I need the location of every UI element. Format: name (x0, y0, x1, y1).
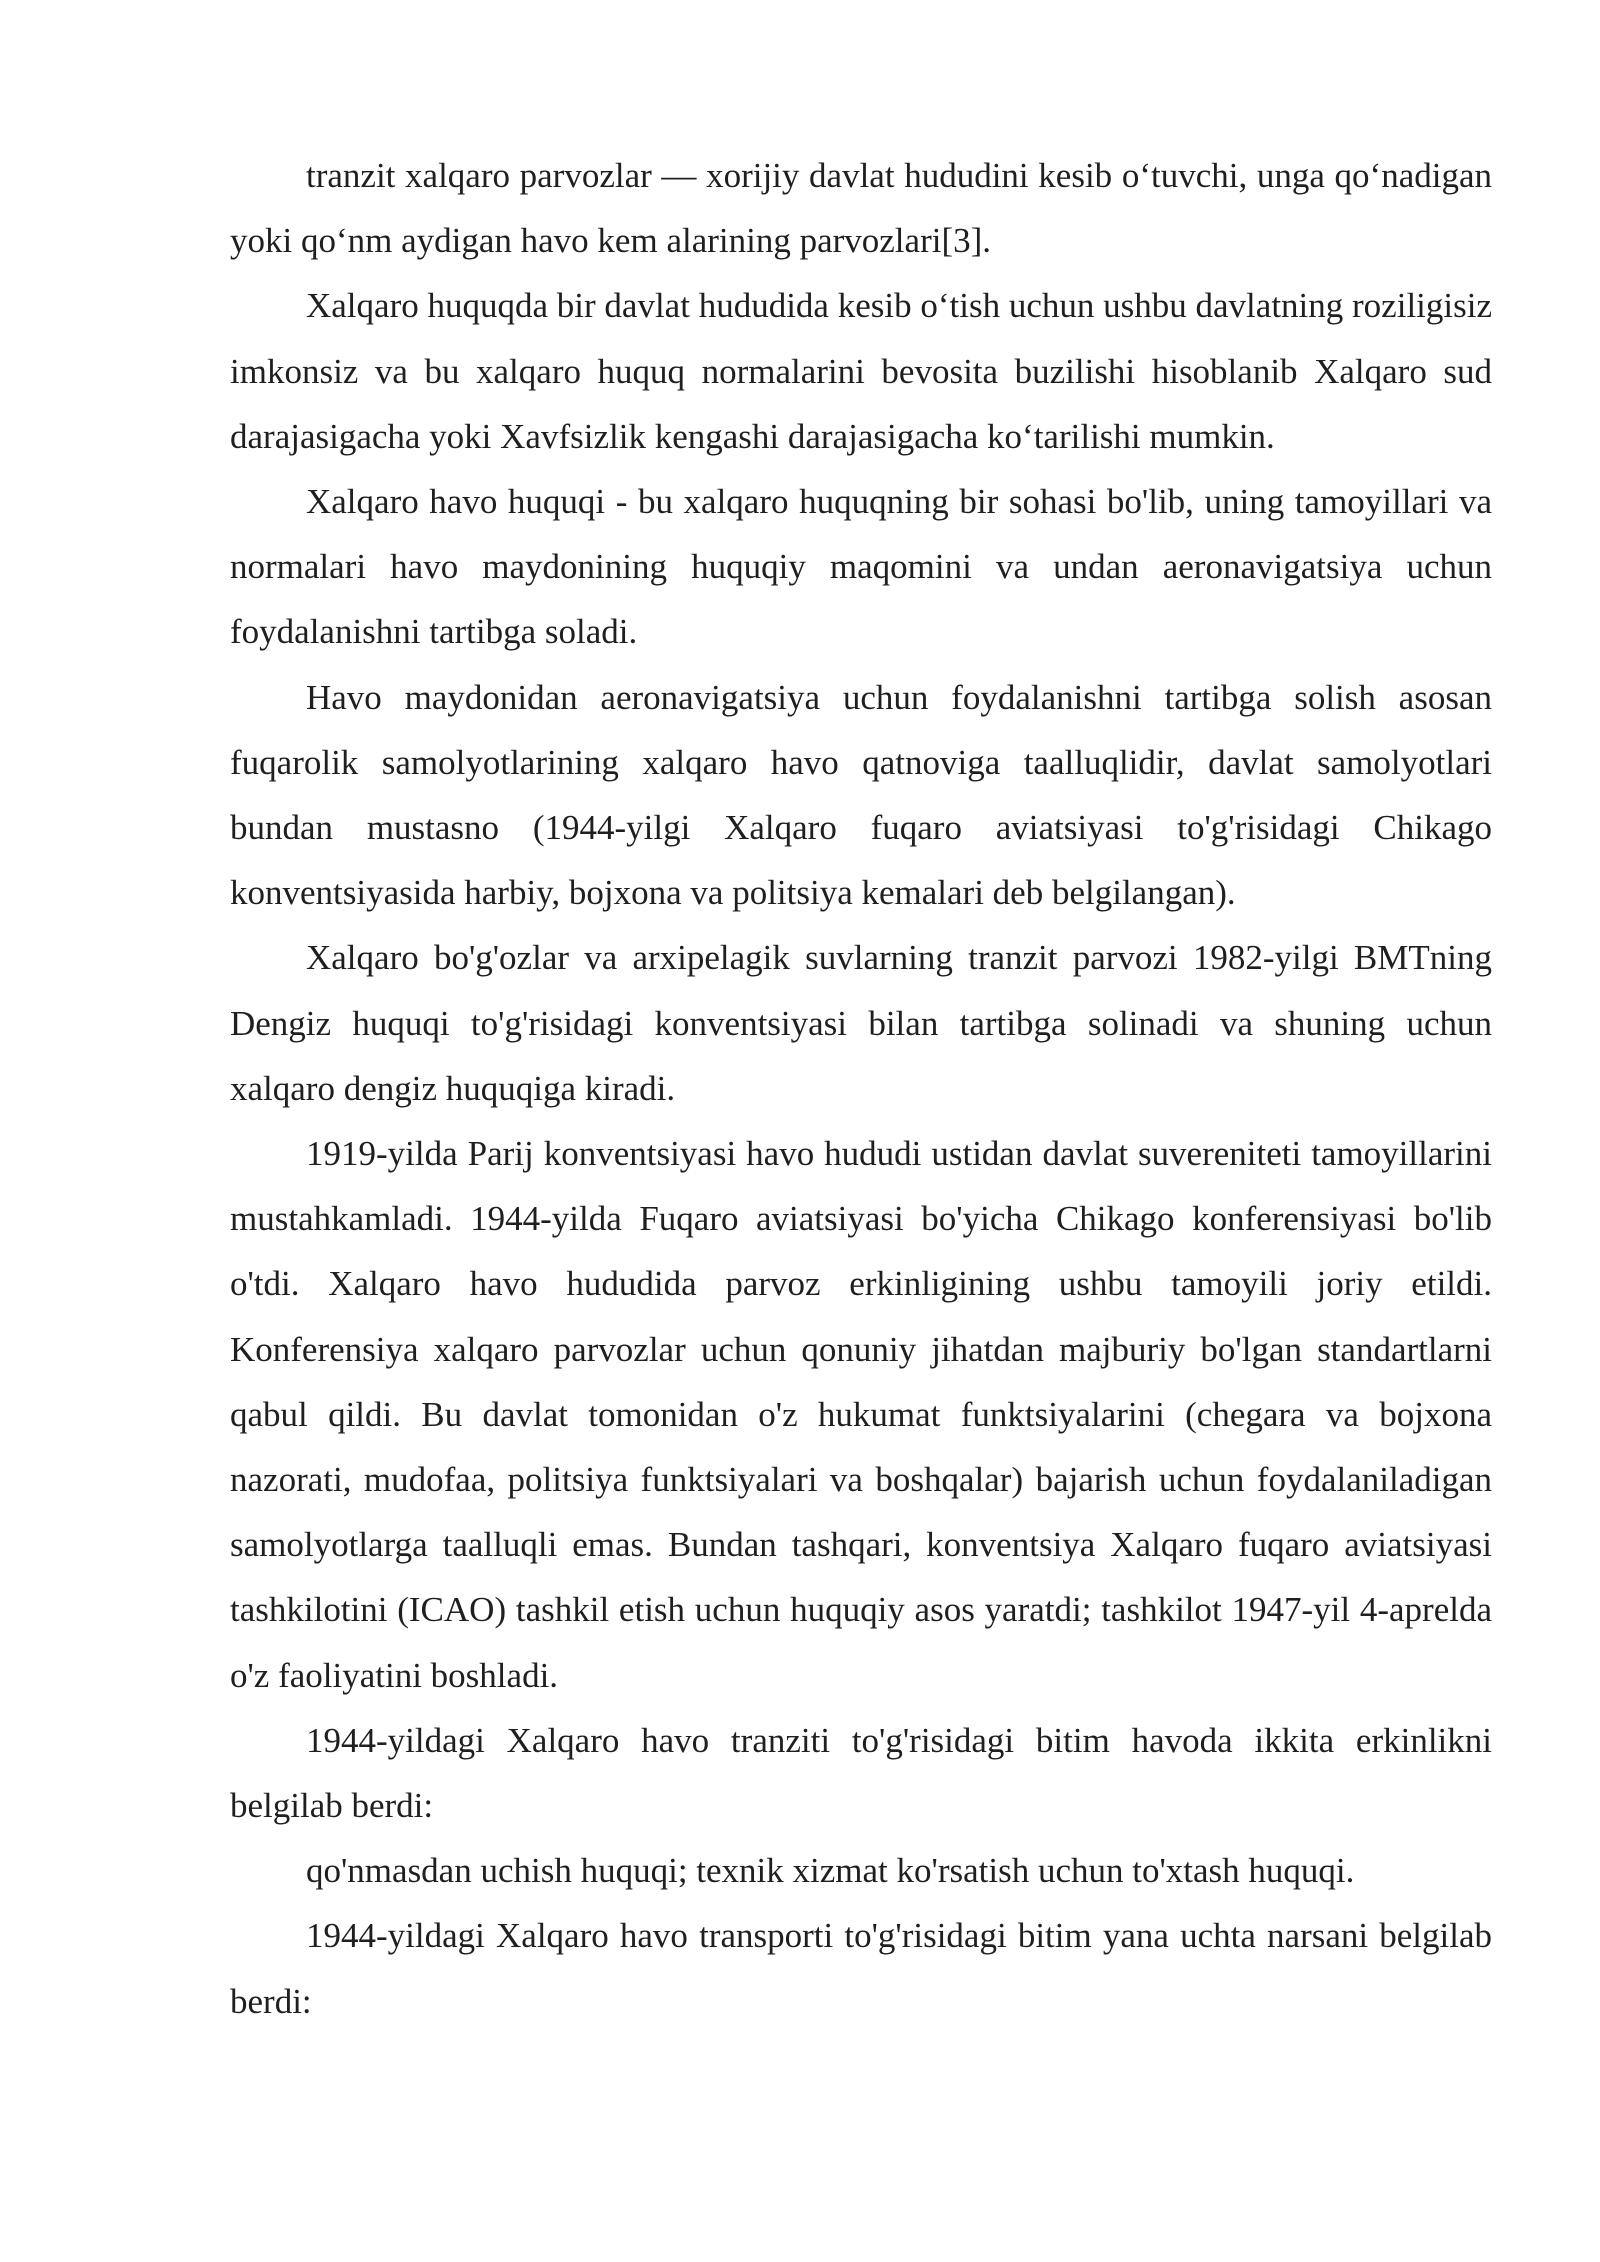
paragraph-two-freedoms: qo'nmasdan uchish huquqi; texnik xizmat ko'rsatish uchun to'xtash huquqi. (306, 1851, 1355, 1891)
paragraph-transit-agreement: 1944-yildagi Xalqaro havo tranziti to'g'risidagi bitim havoda ikkita erkinlikni belgilab berdi: (230, 1720, 1492, 1826)
document-body (230, 143, 1492, 2034)
paragraph-transit-flights: tranzit xalqaro parvozlar — xorijiy davlat hududini kesib o‘tuvchi, unga qo‘nadigan yoki qo‘nm aydigan havo kem alarining parvozlari[3]. (230, 156, 1492, 261)
paragraph-state-consent: Xalqaro huquqda bir davlat hududida kesib o‘tish uchun ushbu davlatning roziligisiz imkonsiz va bu xalqaro huquq normalarini bevosita buzilishi hisoblanib Xalqaro sud darajasigacha yoki Xavfsizlik kengashi darajasigacha ko‘tarilishi mumkin. (230, 286, 1492, 456)
paragraph-transport-agreement: 1944-yildagi Xalqaro havo transporti to'g'risidagi bitim yana uchta narsani belgilab berdi: (230, 1916, 1492, 2021)
paragraph-history-conventions: 1919-yilda Parij konventsiyasi havo hududi ustidan davlat suvereniteti tamoyillarini mustahkamladi. 1944-yilda Fuqaro aviatsiyasi bo'yicha Chikago konferensiyasi bo'lib o'tdi. Xalqaro havo hududida parvoz erkinligining ushbu tamoyili joriy etildi. Konferensiya xalqaro parvozlar uchun qonuniy jihatdan majburiy bo'lgan standartlarni qabul qildi. Bu davlat tomonidan o'z hukumat funktsiyalarini (chegara va bojxona nazorati, mudofaa, politsiya funktsiyalari va boshqalar) bajarish uchun foydalaniladigan samolyotlarga taalluqli emas. Bundan tashqari, konventsiya Xalqaro fuqaro aviatsiyasi tashkilotini (ICAO) tashkil etish uchun huquqiy asos yaratdi; tashkilot 1947-yil 4-aprelda o'z faoliyatini boshladi. (230, 1134, 1492, 1695)
paragraph-air-law-definition: Xalqaro havo huquqi - bu xalqaro huquqning bir sohasi bo'lib, uning tamoyillari va normalari havo maydonining huquqiy maqomini va undan aeronavigatsiya uchun foydalanishni tartibga soladi. (230, 482, 1492, 652)
paragraph-civil-aviation-regulation: Havo maydonidan aeronavigatsiya uchun foydalanishni tartibga solish asosan fuqarolik samolyotlarining xalqaro havo qatnoviga taalluqlidir, davlat samolyotlari bundan mustasno (1944-yilgi Xalqaro fuqaro aviatsiyasi to'g'risidagi Chikago konventsiyasida harbiy, bojxona va politsiya kemalari deb belgilangan). (230, 677, 1492, 913)
paragraph-straits-transit: Xalqaro bo'g'ozlar va arxipelagik suvlarning tranzit parvozi 1982-yilgi BMTning Dengiz huquqi to'g'risidagi konventsiyasi bilan tartibga solinadi va shuning uchun xalqaro dengiz huquqiga kiradi. (230, 938, 1492, 1108)
